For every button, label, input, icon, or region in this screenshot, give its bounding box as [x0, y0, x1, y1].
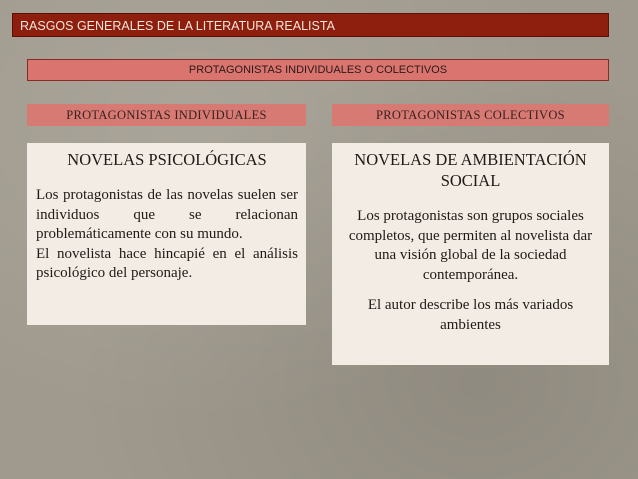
card-text-psychological-1: Los protagonistas de las novelas suelen ser individuos que se relacionan problemáticamente con su mundo. [36, 187, 298, 242]
column-header-individual: PROTAGONISTAS INDIVIDUALES [27, 104, 306, 126]
card-psychological-novels [27, 143, 306, 325]
card-heading-psychological: NOVELAS PSICOLÓGICAS [67, 150, 267, 169]
card-text-psychological-2: El novelista hace hincapié en el análisis psicológico del personaje. [36, 245, 298, 281]
column-header-collective: PROTAGONISTAS COLECTIVOS [332, 104, 609, 126]
slide-subtitle: PROTAGONISTAS INDIVIDUALES O COLECTIVOS [27, 59, 609, 81]
card-heading-social: NOVELAS DE AMBIENTACIÓN SOCIAL [354, 150, 587, 190]
card-text-social-2: El autor describe los más variados ambientes [367, 297, 574, 333]
slide-title: RASGOS GENERALES DE LA LITERATURA REALISTA [12, 13, 609, 37]
card-social-novels [332, 143, 609, 365]
card-text-social-1: Los protagonistas son grupos sociales completos, que permiten al novelista dar una visión global de la sociedad contemporánea. [348, 208, 593, 283]
